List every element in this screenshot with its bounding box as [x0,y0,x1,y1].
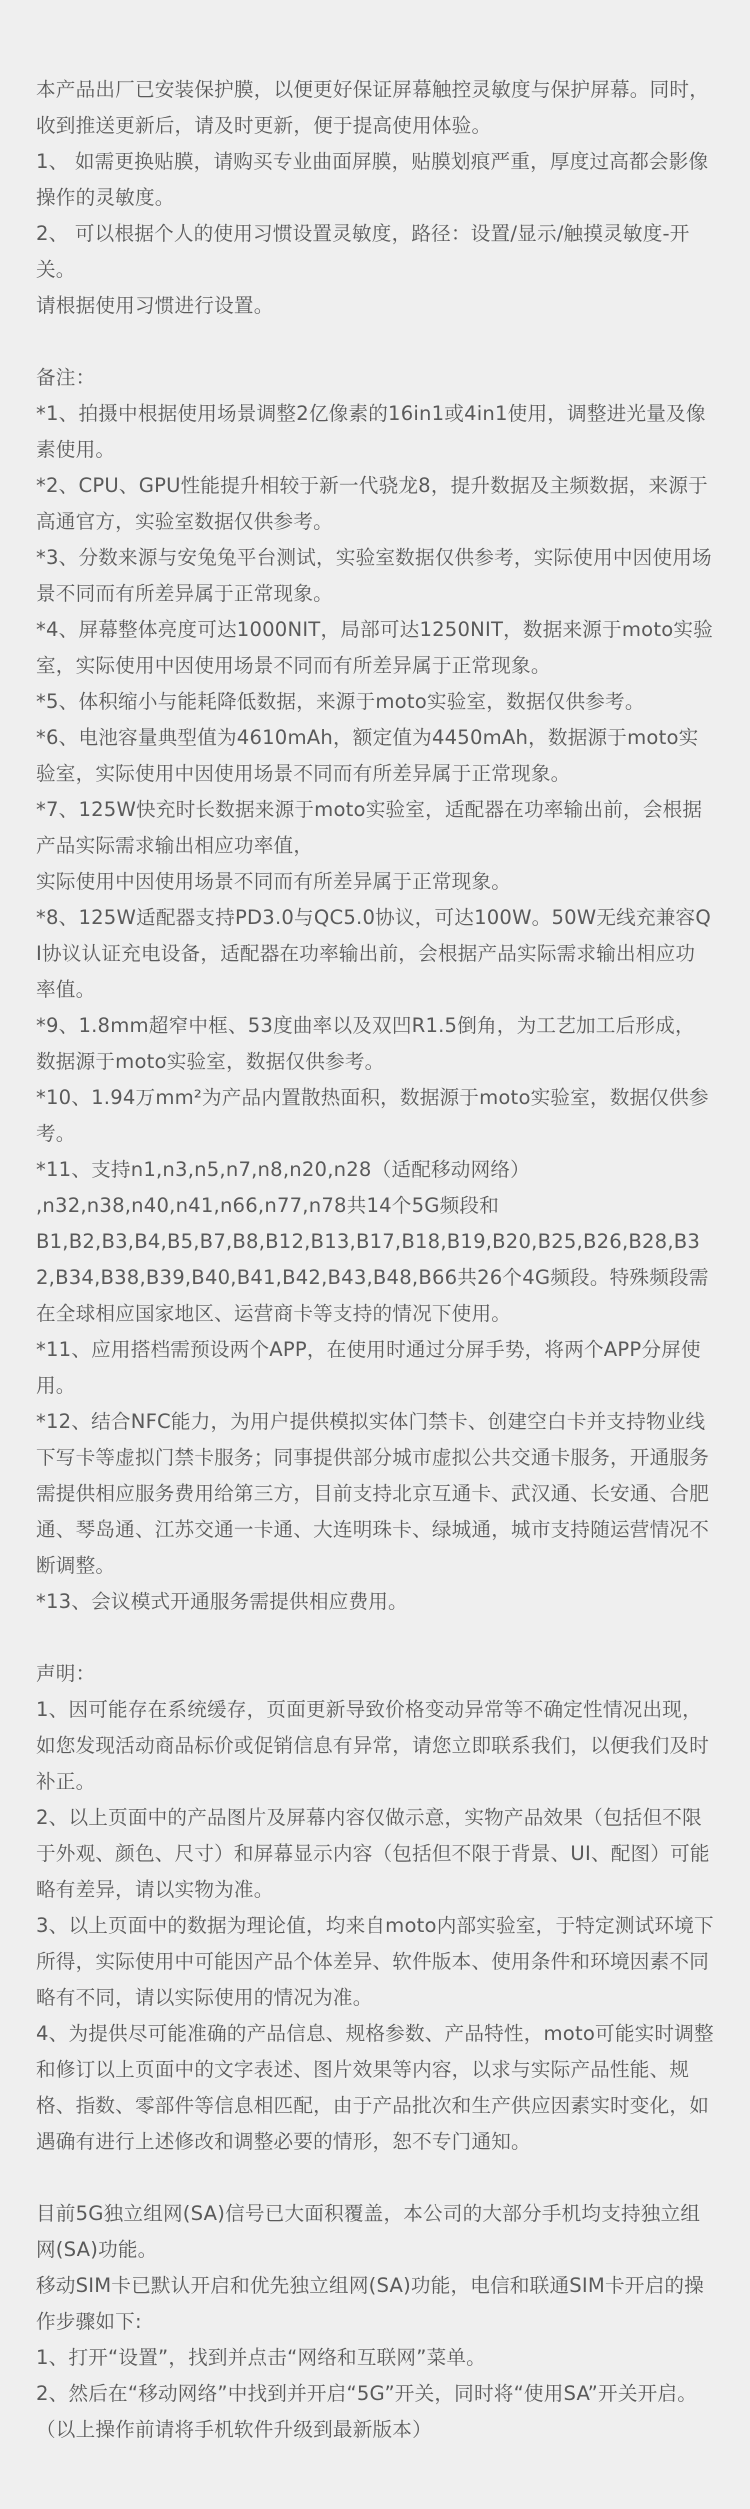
statement-item: 4、为提供尽可能准确的产品信息、规格参数、产品特性，moto可能实时调整和修订以上页面中的文字表述、图片效果等内容，以求与实际产品性能、规格、指数、零部件等信息相匹配，由于产品批次和生产供应因素实时变化，如遇确有进行上述修改和调整必要的情形，恕不专门通知。 [36,2022,714,2153]
section-gap [36,1620,714,1656]
note-item: 实际使用中因使用场景不同而有所差异属于正常现象。 [36,870,512,893]
statement-item: 1、因可能存在系统缓存，页面更新导致价格变动异常等不确定性情况出现，如您发现活动商品标价或促销信息有异常，请您立即联系我们，以便我们及时补正。 [36,1698,709,1793]
note-item: *8、125W适配器支持PD3.0与QC5.0协议，可达100W。50W无线充兼容QI协议认证充电设备，适配器在功率输出前，会根据产品实际需求输出相应功率值。 [36,906,711,1001]
sa-sim-text: 移动SIM卡已默认开启和优先独立组网(SA)功能，电信和联通SIM卡开启的操作步骤如下: [36,2274,704,2333]
note-item: *13、会议模式开通服务需提供相应费用。 [36,1590,408,1613]
statement-section [36,1656,714,2160]
note-item: *11、应用搭档需预设两个APP，在使用时通过分屏手势，将两个APP分屏使用。 [36,1338,701,1397]
note-item: *12、结合NFC能力，为用户提供模拟实体门禁卡、创建空白卡并支持物业线下写卡等虚拟门禁卡服务；同事提供部分城市虚拟公共交通卡服务，开通服务需提供相应服务费用给第三方，目前支持北京互通卡、武汉通、长安通、合肥通、琴岛通、江苏交通一卡通、大连明珠卡、绿城通，城市支持随运营情况不断调整。 [36,1410,709,1577]
note-item: *11、支持n1,n3,n5,n7,n8,n20,n28（适配移动网络） [36,1158,530,1181]
intro-tip-1: 1、 如需更换贴膜，请购买专业曲面屏膜，贴膜划痕严重，厚度过高都会影像操作的灵敏度。 [36,150,709,209]
note-item: *9、1.8mm超窄中框、53度曲率以及双凹R1.5倒角，为工艺加工后形成，数据源于moto实验室，数据仅供参考。 [36,1014,695,1073]
note-item: B1,B2,B3,B4,B5,B7,B8,B12,B13,B17,B18,B19,B20,B25,B26,B28,B32,B34,B38,B39,B40,B41,B42,B43,B48,B66共26个4G频段。特殊频段需在全球相应国家地区、运营商卡等支持的情况下使用。 [36,1230,709,1325]
note-item: *4、屏幕整体亮度可达1000NIT，局部可达1250NIT，数据来源于moto实验室，实际使用中因使用场景不同而有所差异属于正常现象。 [36,618,714,677]
note-item: *5、体积缩小与能耗降低数据，来源于moto实验室，数据仅供参考。 [36,690,645,713]
notes-section [36,360,714,1620]
sa-step-2: 2、然后在“移动网络”中找到并开启“5G”开关，同时将“使用SA”开关开启。 [36,2382,698,2405]
section-gap [36,2160,714,2196]
intro-paragraph: 本产品出厂已安装保护膜，以便更好保证屏幕触控灵敏度与保护屏幕。同时，收到推送更新后，请及时更新，便于提高使用体验。 [36,78,709,137]
intro-closing: 请根据使用习惯进行设置。 [36,294,274,317]
sa-upgrade-note: （以上操作前请将手机软件升级到最新版本） [36,2418,432,2441]
note-item: *6、电池容量典型值为4610mAh，额定值为4450mAh，数据源于moto实验室，实际使用中因使用场景不同而有所差异属于正常现象。 [36,726,699,785]
note-item: *1、拍摄中根据使用场景调整2亿像素的16in1或4in1使用，调整进光量及像素使用。 [36,402,706,461]
intro-tip-2: 2、 可以根据个人的使用习惯设置灵敏度，路径：设置/显示/触摸灵敏度-开关。 [36,222,690,281]
statement-heading: 声明： [36,1662,96,1685]
note-item: *10、1.94万mm²为产品内置散热面积，数据源于moto实验室，数据仅供参考。 [36,1086,709,1145]
note-item: ,n32,n38,n40,n41,n66,n77,n78共14个5G频段和 [36,1194,500,1217]
note-item: *3、分数来源与安兔兔平台测试，实验室数据仅供参考，实际使用中因使用场景不同而有所差异属于正常现象。 [36,546,712,605]
notes-heading: 备注： [36,366,96,389]
section-gap [36,324,714,360]
sa-step-1: 1、打开“设置”，找到并点击“网络和互联网”菜单。 [36,2346,486,2369]
statement-item: 3、以上页面中的数据为理论值，均来自moto内部实验室，于特定测试环境下所得，实际使用中可能因产品个体差异、软件版本、使用条件和环境因素不同略有不同，请以实际使用的情况为准。 [36,1914,714,2009]
note-item: *2、CPU、GPU性能提升相较于新一代骁龙8，提升数据及主频数据，来源于高通官方，实验室数据仅供参考。 [36,474,708,533]
sa-network-section [36,2196,714,2448]
intro-section [36,72,714,324]
note-item: *7、125W快充时长数据来源于moto实验室，适配器在功率输出前，会根据产品实际需求输出相应功率值， [36,798,703,857]
sa-coverage-text: 目前5G独立组网(SA)信号已大面积覆盖，本公司的大部分手机均支持独立组网(SA)功能。 [36,2202,701,2261]
statement-item: 2、以上页面中的产品图片及屏幕内容仅做示意，实物产品效果（包括但不限于外观、颜色、尺寸）和屏幕显示内容（包括但不限于背景、UI、配图）可能略有差异，请以实物为准。 [36,1806,710,1901]
